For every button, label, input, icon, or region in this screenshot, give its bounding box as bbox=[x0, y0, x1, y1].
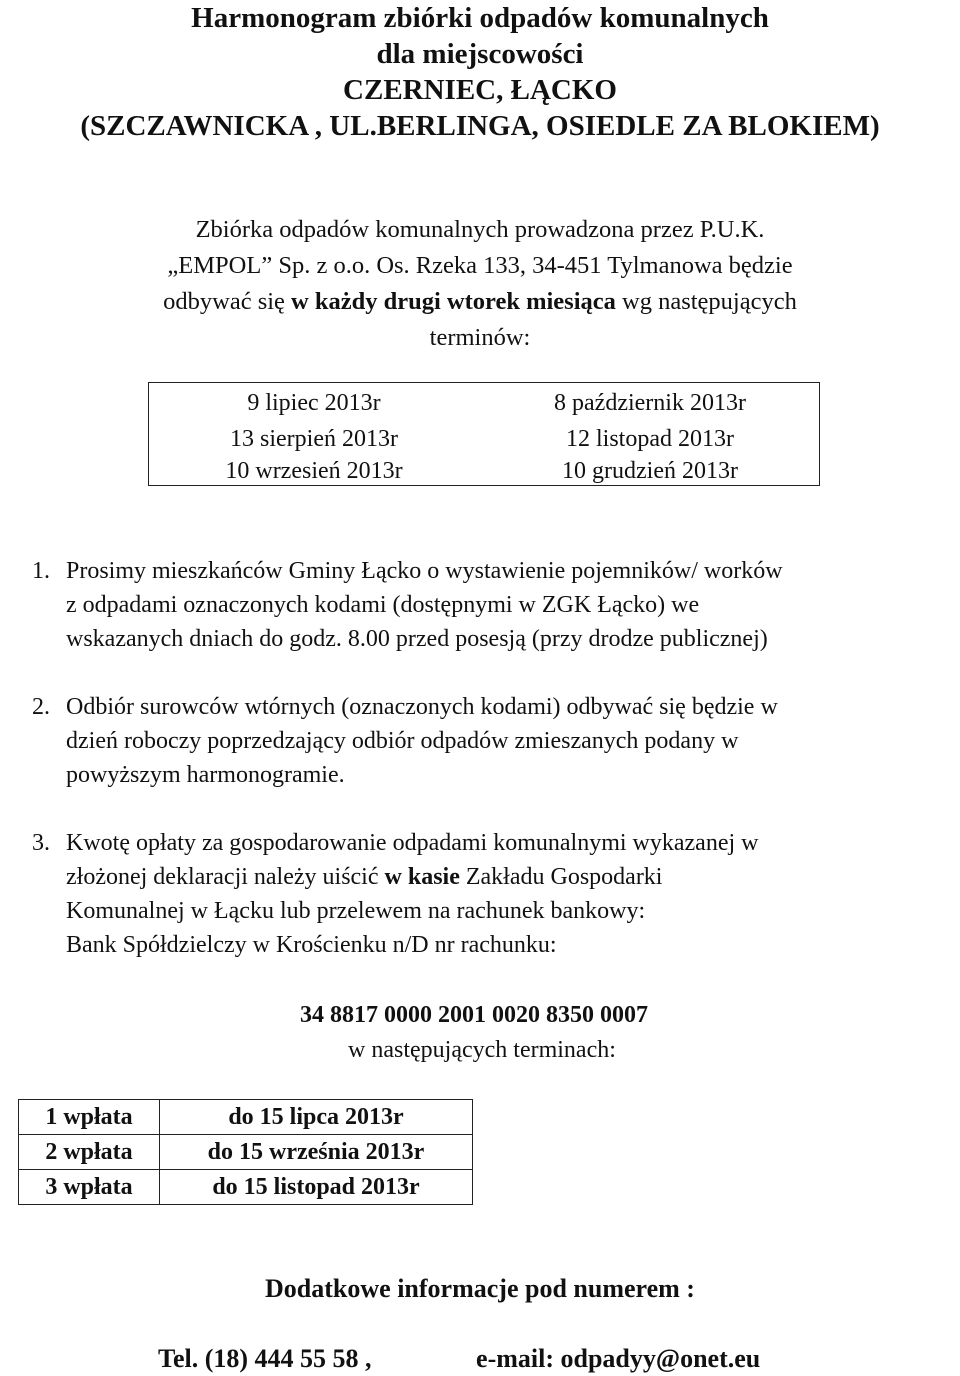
collection-date: 10 wrzesień 2013r bbox=[225, 458, 403, 484]
item-line: powyższym harmonogramie. bbox=[66, 762, 345, 788]
item-text: złożonej deklaracji należy uiścić bbox=[66, 864, 385, 890]
collection-date: 8 październik 2013r bbox=[554, 390, 746, 416]
collection-date: 10 grudzień 2013r bbox=[562, 458, 738, 484]
title-line: (SZCZAWNICKA , UL.BERLINGA, OSIEDLE ZA BLOKIEM) bbox=[80, 110, 880, 142]
table-row bbox=[19, 1170, 473, 1205]
collection-date: 13 sierpień 2013r bbox=[230, 426, 398, 452]
email-address: e-mail: odpadyy@onet.eu bbox=[476, 1344, 761, 1373]
collection-date: 12 listopad 2013r bbox=[566, 426, 734, 452]
payment-deadline: do 15 września 2013r bbox=[160, 1135, 473, 1170]
item-text: Zakładu Gospodarki bbox=[459, 864, 663, 890]
collection-date: 9 lipiec 2013r bbox=[247, 390, 381, 416]
item-line: Odbiór surowców wtórnych (oznaczonych kodami) odbywać się będzie w bbox=[66, 694, 778, 720]
intro-paragraph bbox=[0, 212, 960, 356]
intro-line: terminów: bbox=[429, 324, 531, 351]
payment-location: w kasie bbox=[384, 864, 460, 890]
instructions-list bbox=[32, 554, 958, 996]
payment-label: 2 wpłata bbox=[19, 1135, 160, 1170]
item-line: dzień roboczy poprzedzający odbiór odpadów zmieszanych podany w bbox=[66, 728, 739, 754]
item-line: wskazanych dniach do godz. 8.00 przed posesją (przy drodze publicznej) bbox=[66, 626, 768, 652]
item-number: 2. bbox=[32, 694, 50, 720]
intro-text: odbywać się bbox=[163, 288, 292, 315]
item-number: 1. bbox=[32, 558, 50, 584]
intro-text: wg następujących bbox=[615, 288, 797, 315]
item-line: Kwotę opłaty za gospodarowanie odpadami komunalnymi wykazanej w bbox=[66, 830, 759, 856]
instruction-item bbox=[32, 690, 958, 792]
collection-dates-table bbox=[148, 382, 820, 486]
payment-deadline: do 15 lipca 2013r bbox=[160, 1100, 473, 1135]
item-number: 3. bbox=[32, 830, 50, 856]
title-line: CZERNIEC, ŁĄCKO bbox=[343, 74, 617, 106]
document-title bbox=[0, 0, 960, 144]
payment-deadline: do 15 listopad 2013r bbox=[160, 1170, 473, 1205]
item-line: Prosimy mieszkańców Gminy Łącko o wystawienie pojemników/ worków bbox=[66, 558, 783, 584]
schedule-rule: w każdy drugi wtorek miesiąca bbox=[291, 288, 616, 315]
phone-number: Tel. (18) 444 55 58 , bbox=[158, 1344, 372, 1373]
additional-info-heading: Dodatkowe informacje pod numerem : bbox=[265, 1274, 695, 1303]
payment-terms-label: w następujących terminach: bbox=[348, 1037, 616, 1063]
instruction-item bbox=[32, 826, 958, 962]
payment-schedule-table bbox=[18, 1099, 473, 1205]
intro-line bbox=[0, 284, 960, 320]
instruction-item bbox=[32, 554, 958, 656]
item-line bbox=[66, 860, 958, 894]
bank-account-number: 34 8817 0000 2001 0020 8350 0007 bbox=[300, 1002, 648, 1028]
item-line: Komunalnej w Łącku lub przelewem na rachunek bankowy: bbox=[66, 898, 646, 924]
item-line: Bank Spółdzielczy w Krościenku n/D nr rachunku: bbox=[66, 932, 557, 958]
contact-info bbox=[158, 1342, 760, 1376]
title-line: Harmonogram zbiórki odpadów komunalnych bbox=[191, 2, 769, 34]
title-line: dla miejscowości bbox=[376, 38, 584, 70]
table-row bbox=[19, 1100, 473, 1135]
intro-line: „EMPOL” Sp. z o.o. Os. Rzeka 133, 34-451 Tylmanowa będzie bbox=[167, 252, 793, 279]
payment-label: 1 wpłata bbox=[19, 1100, 160, 1135]
payment-label: 3 wpłata bbox=[19, 1170, 160, 1205]
intro-line: Zbiórka odpadów komunalnych prowadzona przez P.U.K. bbox=[195, 216, 765, 243]
table-row bbox=[19, 1135, 473, 1170]
item-line: z odpadami oznaczonych kodami (dostępnymi w ZGK Łącko) we bbox=[66, 592, 700, 618]
